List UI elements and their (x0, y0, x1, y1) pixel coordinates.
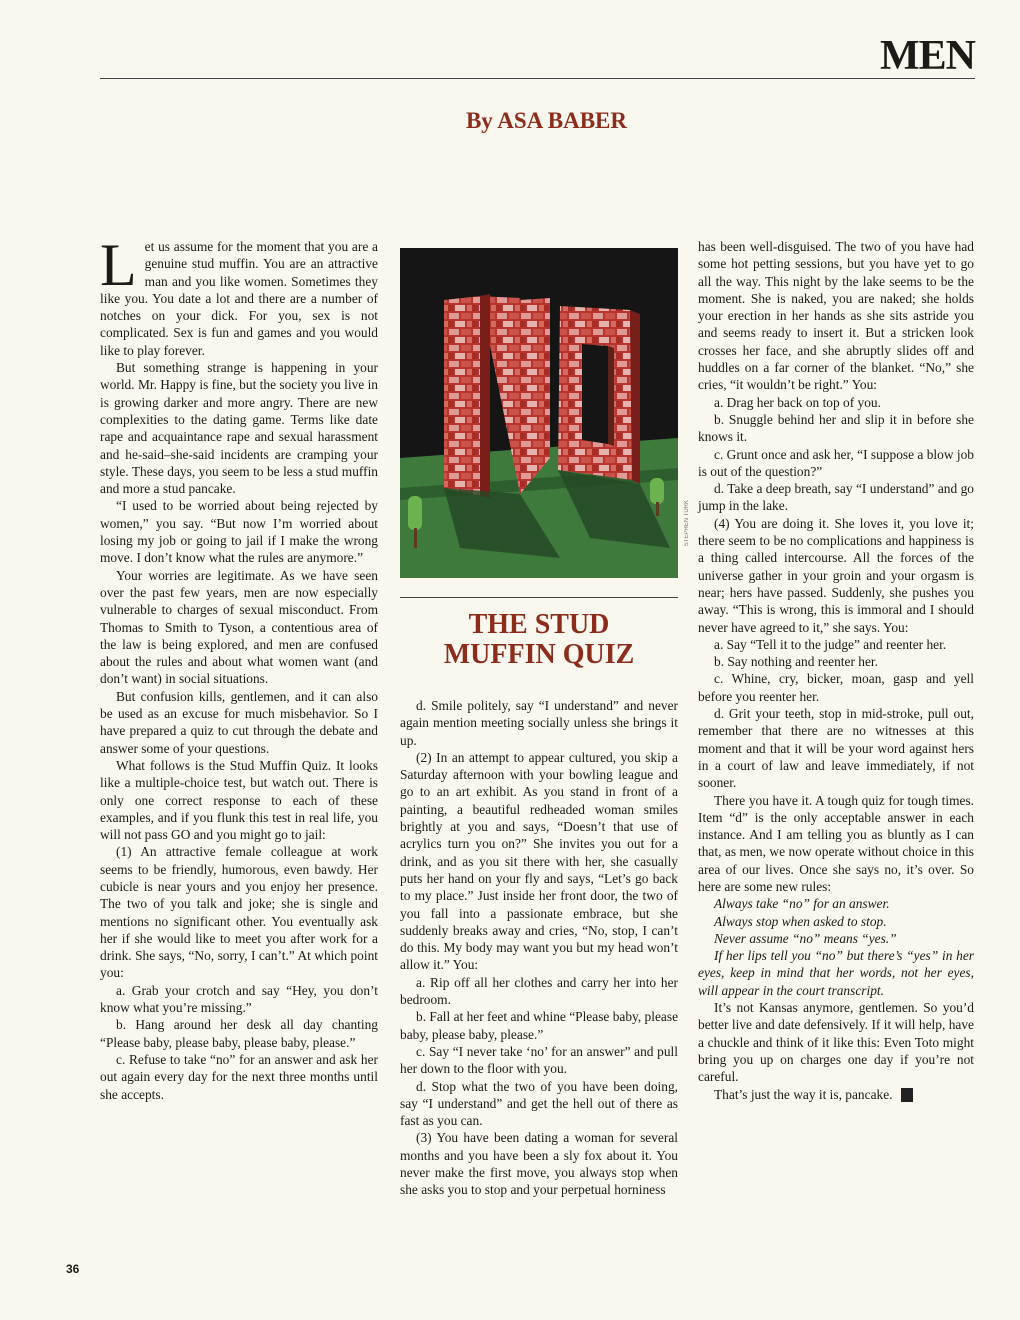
paragraph: c. Whine, cry, bicker, moan, gasp and yell before you reenter her. (698, 671, 974, 704)
quiz-title-line-1: THE STUD (468, 609, 610, 640)
section-rule (400, 597, 678, 598)
paragraph: (1) An attractive female colleague at work seems to be friendly, humorous, even bawdy. Her cubicle is near yours and you enjoy her presence. The two of you talk and joke; she is single and mentions no significant other. You eventually ask her if she would like to meet you after work for a drink. She says, “No, sorry, I can’t.” At which point you: (100, 844, 378, 981)
brick-letters-image (400, 248, 678, 578)
end-mark-icon (901, 1088, 913, 1102)
quiz-title-line-2: MUFFIN QUIZ (443, 639, 635, 670)
paragraph: What follows is the Stud Muffin Quiz. It looks like a multiple-choice test, but watch out. There is only one correct response to each of these examples, and if you flunk this test in real life, you will not pass GO and you might go to jail: (100, 757, 378, 843)
paragraph: c. Refuse to take “no” for an answer and ask her out again every day for the next three months until she accepts. (100, 1051, 378, 1102)
paragraph (100, 232, 378, 359)
title-rule (100, 78, 975, 79)
paragraph: a. Rip off all her clothes and carry her into her bedroom. (400, 974, 678, 1008)
paragraph: a. Grab your crotch and say “Hey, you don’t know what you’re missing.” (100, 982, 378, 1016)
paragraph: It’s not Kansas anymore, gentlemen. So you’d better live and date defensively. If it will help, have a chuckle and think of it like this: Even Toto might bring you up on charges one day if you’re not careful. (698, 1000, 974, 1085)
paragraph: But something strange is happening in your world. Mr. Happy is fine, but the society you live in is growing darker and more angry. There are new complexities to the dating game. Terms like date rape and acquaintance rape and sexual harassment and he-said–she-said incidents are cramping your style. These days, you seem to be less a stud muffin and more a stud pancake. (100, 360, 378, 497)
paragraph: “I used to be worried about being rejected by women,” you say. “But now I’m worried about losing my job or going to jail if I make the wrong move. I don’t know what the rules are anymore.” (100, 498, 378, 566)
paragraph: d. Take a deep breath, say “I understand” and go jump in the lake. (698, 481, 974, 514)
page-number: 36 (66, 1262, 80, 1276)
paragraph-text: et us assume for the moment that you are a genuine stud muffin. You are an attractive man and you like women. Sometimes they like you. You date a lot and there are a number of notches on your dick. For you, sex is not complicated. Sex is fun and games and you would like to play forever. (100, 239, 378, 358)
closing-text: That’s just the way it is, pancake. (714, 1086, 893, 1102)
column-2 (400, 697, 678, 1199)
paragraph: d. Grit your teeth, stop in mid-stroke, pull out, remember that there are no witnesses at this moment and that it will be your word against hers in a court of law and leave immediately, if not sooner. (698, 706, 974, 791)
paragraph: d. Stop what the two of you have been doing, say “I understand” and get the hell out of there as fast as you can. (400, 1078, 678, 1129)
rule-item: Always take “no” for an answer. (714, 896, 890, 912)
paragraph: b. Fall at her feet and whine “Please baby, please baby, please baby, please.” (400, 1009, 679, 1042)
paragraph: a. Drag her back on top of you. (714, 394, 881, 410)
paragraph: b. Hang around her desk all day chanting “Please baby, please baby, please baby, please.” (100, 1017, 378, 1050)
paragraph: Your worries are legitimate. As we have seen over the past few years, men are now especially vulnerable to charges of sexual misconduct. From Thomas to Smith to Tyson, a contentious area of the law is being explored, and men are confused about the rules and about what women want (and don’t want) in social situations. (100, 567, 378, 687)
column-1 (100, 232, 378, 1103)
paragraph: (2) In an attempt to appear cultured, you skip a Saturday afternoon with your bowling league and go to an art exhibit. As you stand in front of a painting, a beautiful redheaded woman smiles brightly at you and says, “Doesn’t that use of acrylics turn you on?” She invites you out for a drink, and as you sit there with her, she casually puts her hand on your fly and says, “Let’s go back to my place.” Just inside her front door, the two of you fall into a passionate embrace, but she suddenly breaks away and cries, “No, stop, I can’t do this. My body may want you but my head won’t allow it.” You: (400, 749, 678, 973)
quiz-title (400, 610, 678, 670)
byline: By ASA BABER (465, 108, 627, 133)
drop-cap: L (100, 232, 137, 298)
paragraph: b. Say nothing and reenter her. (714, 654, 878, 670)
paragraph: b. Snuggle behind her and slip it in before she knows it. (698, 411, 974, 445)
paragraph: c. Say “I never take ‘no’ for an answer” and pull her down to the floor with you. (400, 1043, 678, 1077)
new-rules-list (698, 895, 974, 999)
page-title: MEN (880, 33, 975, 79)
paragraph: a. Say “Tell it to the judge” and reenter her. (714, 636, 947, 652)
paragraph: has been well-disguised. The two of you have had some hot petting sessions, but you have yet to go all the way. This night by the lake seems to be the moment. She is naked, you are naked; she holds your erection in her hands as she sits astride you and seems ready to insert it. But a stricken look crosses her face, and she abruptly slides off and huddles on a far corner of the blanket. “No,” she cries, “it wouldn’t be right.” You: (698, 239, 974, 393)
paragraph (698, 1086, 974, 1103)
paragraph: c. Grunt once and ask her, “I suppose a blow job is out of the question?” (698, 446, 974, 479)
illustration-no-bricks (400, 248, 678, 578)
paragraph: There you have it. A tough quiz for tough times. Item “d” is the only acceptable answer in each instance. And I am telling you as bluntly as I can that, as men, we now operate without choice in this area of our lives. Once she says no, it’s over. So here are some new rules: (698, 792, 974, 894)
rule-item: Always stop when asked to stop. (714, 913, 887, 929)
rule-item: If her lips tell you “no” but there’s “yes” in her eyes, keep in mind that her words, not her eyes, will appear in the court transcript. (698, 948, 974, 998)
paragraph: (4) You are doing it. She loves it, you love it; there seem to be no complications and happiness is a thing called intercourse. All the forces of the universe gather in your groin and your orgasm is near; hers have passed. Suddenly, she pushes you away. “This is wrong, this is immoral and I should never have agreed to it,” she says. You: (698, 515, 974, 635)
column-3 (698, 238, 974, 1103)
paragraph: But confusion kills, gentlemen, and it can also be used as an excuse for much misbehavior. So I have prepared a quiz to cut through the debate and answer some of your questions. (100, 688, 378, 756)
paragraph: d. Smile politely, say “I understand” and never again mention meeting socially unless she brings it up. (400, 698, 678, 748)
rule-item: Never assume “no” means “yes.” (714, 930, 897, 946)
photo-credit: STEPHEN TURK (684, 500, 690, 547)
paragraph: (3) You have been dating a woman for several months and you have been a sly fox about it. You never make the first move, you always stop when she asks you to stop and your perpetual horniness (400, 1130, 678, 1198)
